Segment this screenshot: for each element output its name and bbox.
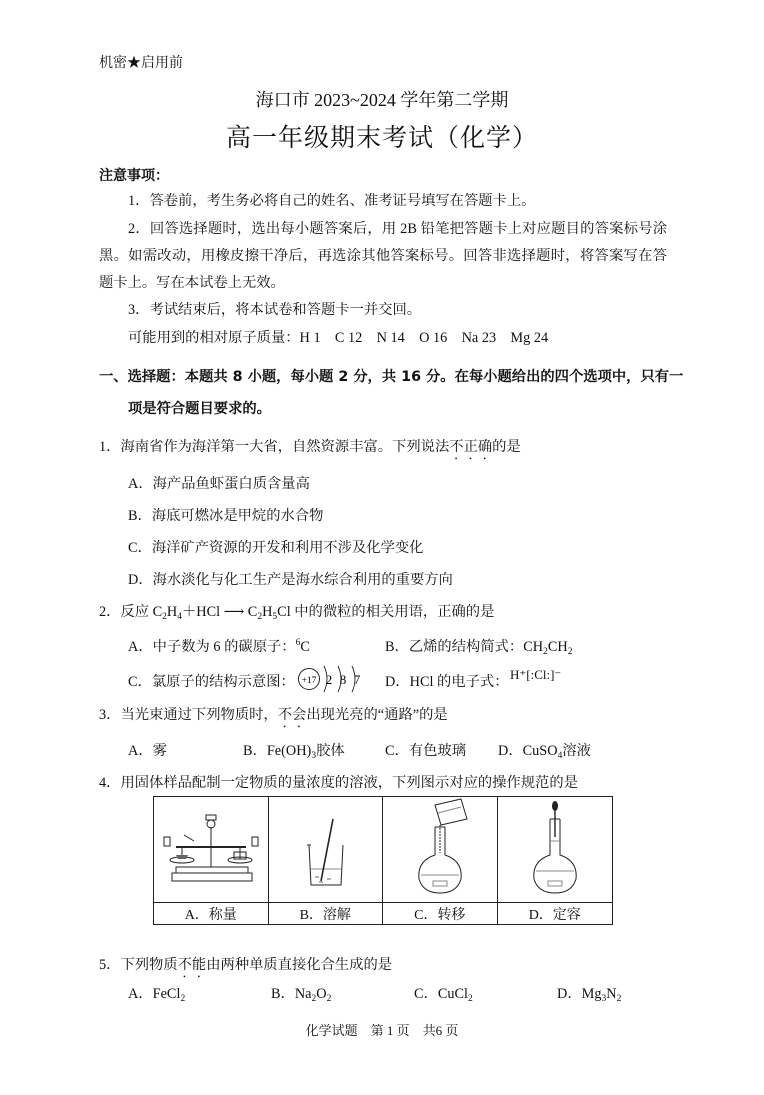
q2-option-d: D．HCl 的电子式：: [385, 674, 509, 690]
notice-item-3: 3．考试结束后，将本试卷和答题卡一并交回。: [128, 302, 422, 318]
question-2-stem: 2．反应 $C_2H_4+HCl$ ⟶ $C_2H_5Cl$ 中的微粒的相关用语，正确的是: [99, 604, 495, 622]
volumetric-flask-illustration: [498, 797, 613, 902]
caption-dissolve: B．溶解: [269, 902, 384, 925]
hcl-electron-formula: H⁺[:Cl:]⁻: [510, 667, 562, 682]
q2-option-b: B．乙烯的结构简式：$CH_2CH_2$: [385, 639, 573, 657]
balance-illustration: [154, 797, 269, 902]
atomic-masses: 可能用到的相对原子质量：H 1 C 12 N 14 O 16 Na 23 Mg 24: [128, 330, 549, 346]
reaction-arrow: ⟶: [223, 604, 245, 620]
q5-option-a: A．FeCl$_2$: [128, 986, 186, 1004]
caption-constant-volume: D．定容: [498, 902, 613, 925]
question-5-stem: 5．下列物质不能由两种单质直接化合生成的是: [99, 957, 393, 973]
section-heading: 一、选择题：本题共 8 小题，每小题 2 分，共 16 分。在每小题给出的四个选项中，只有一: [99, 369, 684, 385]
confidential-label: 机密★启用前: [99, 56, 183, 71]
page-footer: 化学试题 第 1 页 共6 页: [305, 1023, 459, 1038]
notice-item-2: 2．回答选择题时，选出每小题答案后，用 2B 铅笔把答题卡上对应题目的答案标号涂黑。如需改动，用橡皮擦干净后，再选涂其他答案标号。回答非选择题时，将答案写在答题卡上。写在本试卷上无效。: [99, 221, 667, 291]
notice-item-1: 1．答卷前，考生务必将自己的姓名、准考证号填写在答题卡上。: [128, 193, 536, 209]
beaker-illustration: [269, 797, 384, 902]
question-3-stem: 3．当光束通过下列物质时，不会出现光亮的“通路”的是: [99, 707, 448, 723]
shell-1-count: 2: [325, 672, 333, 687]
question-4-stem: 4．用固体样品配制一定物质的量浓度的溶液，下列图示对应的操作规范的是: [99, 775, 578, 791]
section-heading-cont: 项是符合题目要求的。: [128, 401, 271, 417]
q2-option-c: C．氯原子的结构示意图：: [128, 674, 295, 690]
caption-weigh: A．称量: [154, 902, 269, 925]
q3-option-c: C．有色玻璃: [385, 743, 467, 759]
q5-option-b: B．$Na_2O_2$: [271, 986, 332, 1004]
q1-option-d: D．海水淡化与化工生产是海水综合利用的重要方向: [128, 572, 453, 588]
q1-option-c: C．海洋矿产资源的开发和利用不涉及化学变化: [128, 540, 424, 556]
chlorine-structure-diagram: [297, 662, 367, 699]
q3-option-b: B．$Fe(OH)_3$胶体: [243, 743, 345, 761]
q2-option-a: A．中子数为 6 的碳原子：$^6$C: [128, 638, 310, 655]
q5-option-d: D．$Mg_3N_2$: [557, 986, 622, 1004]
q5-option-c: C．CuCl$_2$: [414, 986, 473, 1004]
exam-subtitle: 海口市 2023~2024 学年第二学期: [255, 90, 509, 110]
question-1-stem: 1．海南省作为海洋第一大省，自然资源丰富。下列说法不正确的是: [99, 439, 521, 455]
q1-option-a: A．海产品鱼虾蛋白质含量高: [128, 476, 310, 492]
q3-option-a: A．雾: [128, 743, 167, 759]
notice-heading: 注意事项：: [99, 168, 169, 184]
nucleus-charge: +17: [301, 676, 317, 686]
q3-option-d: D．CuSO$_4$溶液: [498, 743, 591, 761]
lab-operations-table: [153, 796, 613, 925]
exam-title: 高一年级期末考试（化学）: [225, 123, 538, 152]
shell-3-count: 7: [353, 672, 361, 687]
caption-transfer: C．转移: [383, 902, 498, 925]
transfer-illustration: [383, 797, 498, 902]
shell-2-count: 8: [339, 672, 347, 687]
q1-option-b: B．海底可燃冰是甲烷的水合物: [128, 508, 324, 524]
